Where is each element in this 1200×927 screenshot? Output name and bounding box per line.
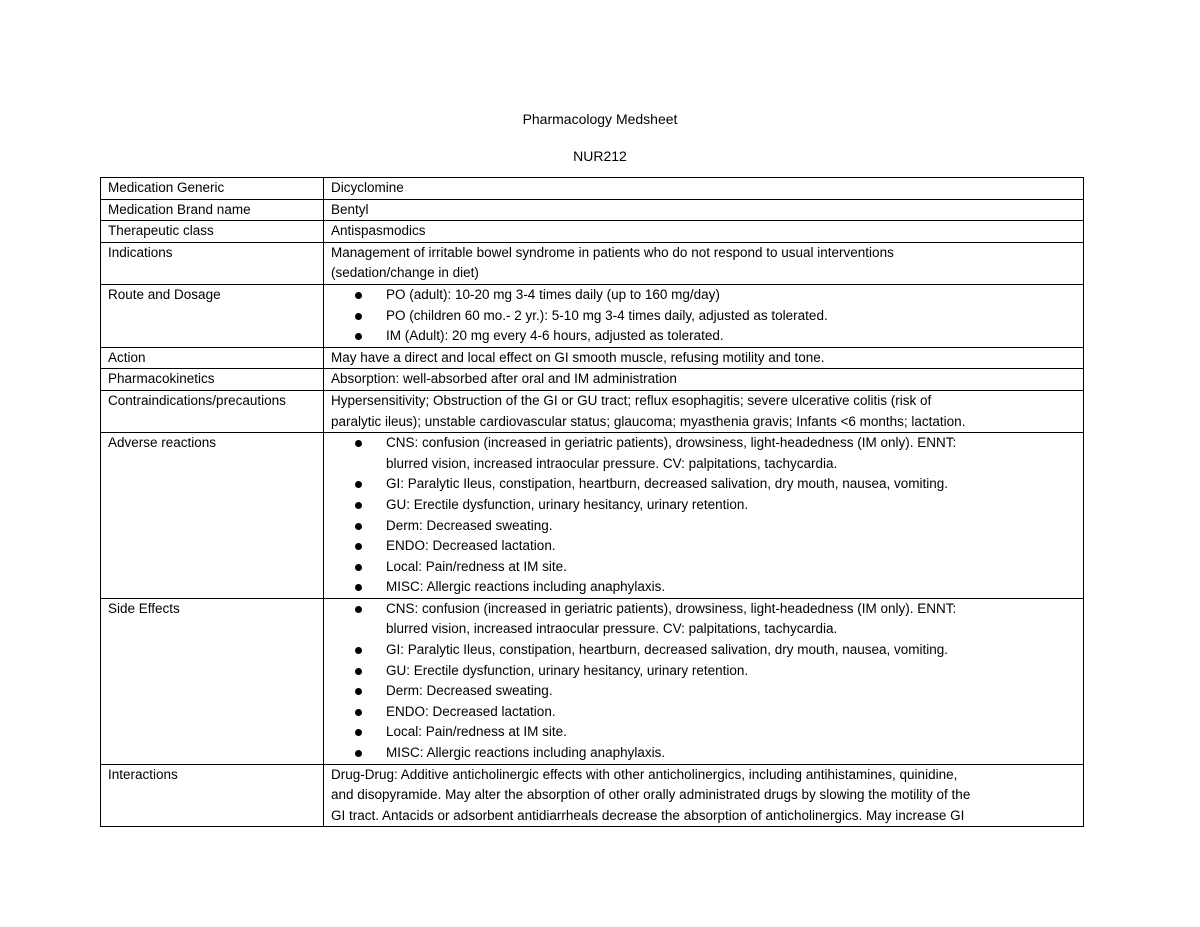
bullet-icon: [355, 668, 362, 675]
row-label: Adverse reactions: [101, 433, 324, 599]
text-line: paralytic ileus); unstable cardiovascular status; glaucoma; myasthenia gravis; Infants <6 months; lactation.: [331, 413, 966, 429]
table-row: [101, 764, 1084, 827]
row-label: Route and Dosage: [101, 284, 324, 347]
text-line: Hypersensitivity; Obstruction of the GI or GU tract; reflux esophagitis; severe ulcerative colitis (risk of: [331, 392, 932, 408]
row-label: Side Effects: [101, 598, 324, 764]
list-item: ENDO: Decreased lactation.: [331, 536, 1077, 557]
bullet-icon: [355, 292, 362, 299]
medsheet-table: [100, 177, 1084, 827]
bullet-icon: [355, 481, 362, 488]
list-item: Derm: Decreased sweating.: [331, 516, 1077, 537]
row-value: Bentyl: [324, 199, 1084, 221]
list-item: Local: Pain/redness at IM site.: [331, 722, 1077, 743]
bullet-icon: [355, 523, 362, 530]
list-item: Local: Pain/redness at IM site.: [331, 557, 1077, 578]
text-line: Drug-Drug: Additive anticholinergic effects with other anticholinergics, including antihistamines, quinidine,: [331, 766, 958, 782]
table-row: [101, 433, 1084, 599]
bullet-icon: [355, 333, 362, 340]
table-row: [101, 347, 1084, 369]
bullet-icon: [355, 502, 362, 509]
bullet-icon: [355, 709, 362, 716]
row-label: Pharmacokinetics: [101, 369, 324, 391]
text-line: Management of irritable bowel syndrome in patients who do not respond to usual interventions: [331, 244, 894, 260]
table-row: [101, 199, 1084, 221]
row-value: Absorption: well-absorbed after oral and IM administration: [324, 369, 1084, 391]
adverse-list: [331, 433, 1077, 598]
row-label: Medication Generic: [101, 178, 324, 200]
bullet-icon: [355, 606, 362, 613]
side-effects-list: [331, 599, 1077, 764]
list-item: GU: Erectile dysfunction, urinary hesitancy, urinary retention.: [331, 661, 1077, 682]
list-item: PO (adult): 10-20 mg 3-4 times daily (up to 160 mg/day): [331, 285, 1077, 306]
bullet-icon: [355, 750, 362, 757]
row-value: [324, 764, 1084, 827]
bullet-icon: [355, 313, 362, 320]
row-label: Contraindications/precautions: [101, 390, 324, 432]
row-label: Medication Brand name: [101, 199, 324, 221]
row-value: [324, 390, 1084, 432]
course-code: NUR212: [573, 148, 627, 164]
table-row: [101, 598, 1084, 764]
table-row: [101, 369, 1084, 391]
bullet-icon: [355, 440, 362, 447]
list-item: CNS: confusion (increased in geriatric patients), drowsiness, light-headedness (IM only). ENNT: blurred vision, increased intraocular pressure. CV: palpitations, tachycardia.: [331, 433, 1077, 474]
bullet-icon: [355, 688, 362, 695]
bullet-icon: [355, 584, 362, 591]
list-item: MISC: Allergic reactions including anaphylaxis.: [331, 577, 1077, 598]
bullet-icon: [355, 729, 362, 736]
text-line: (sedation/change in diet): [331, 265, 479, 281]
list-item: ENDO: Decreased lactation.: [331, 702, 1077, 723]
list-item: Derm: Decreased sweating.: [331, 681, 1077, 702]
row-label: Action: [101, 347, 324, 369]
list-item: GU: Erectile dysfunction, urinary hesitancy, urinary retention.: [331, 495, 1077, 516]
table-row: [101, 242, 1084, 284]
row-label: Indications: [101, 242, 324, 284]
row-value: [324, 598, 1084, 764]
table-row: [101, 221, 1084, 243]
bullet-icon: [355, 564, 362, 571]
list-item: CNS: confusion (increased in geriatric patients), drowsiness, light-headedness (IM only). ENNT: blurred vision, increased intraocular pressure. CV: palpitations, tachycardia.: [331, 599, 1077, 640]
row-label: Therapeutic class: [101, 221, 324, 243]
list-item: PO (children 60 mo.- 2 yr.): 5-10 mg 3-4 times daily, adjusted as tolerated.: [331, 306, 1077, 327]
text-line: GI tract. Antacids or adsorbent antidiarrheals decrease the absorption of anticholinergics. May increase GI: [331, 807, 965, 823]
bullet-icon: [355, 543, 362, 550]
bullet-icon: [355, 647, 362, 654]
table-row: [101, 390, 1084, 432]
row-label: Interactions: [101, 764, 324, 827]
row-value: Dicyclomine: [324, 178, 1084, 200]
list-item: IM (Adult): 20 mg every 4-6 hours, adjusted as tolerated.: [331, 326, 1077, 347]
row-value: [324, 242, 1084, 284]
row-value: [324, 284, 1084, 347]
row-value: May have a direct and local effect on GI smooth muscle, refusing motility and tone.: [324, 347, 1084, 369]
table-row: [101, 178, 1084, 200]
document-title: Pharmacology Medsheet: [522, 111, 678, 127]
row-value: [324, 433, 1084, 599]
dosage-list: [331, 285, 1077, 347]
table-row: [101, 284, 1084, 347]
row-value: Antispasmodics: [324, 221, 1084, 243]
list-item: GI: Paralytic Ileus, constipation, heartburn, decreased salivation, dry mouth, nausea, vomiting.: [331, 640, 1077, 661]
list-item: GI: Paralytic Ileus, constipation, heartburn, decreased salivation, dry mouth, nausea, vomiting.: [331, 474, 1077, 495]
text-line: and disopyramide. May alter the absorption of other orally administrated drugs by slowing the motility of the: [331, 787, 971, 803]
list-item: MISC: Allergic reactions including anaphylaxis.: [331, 743, 1077, 764]
